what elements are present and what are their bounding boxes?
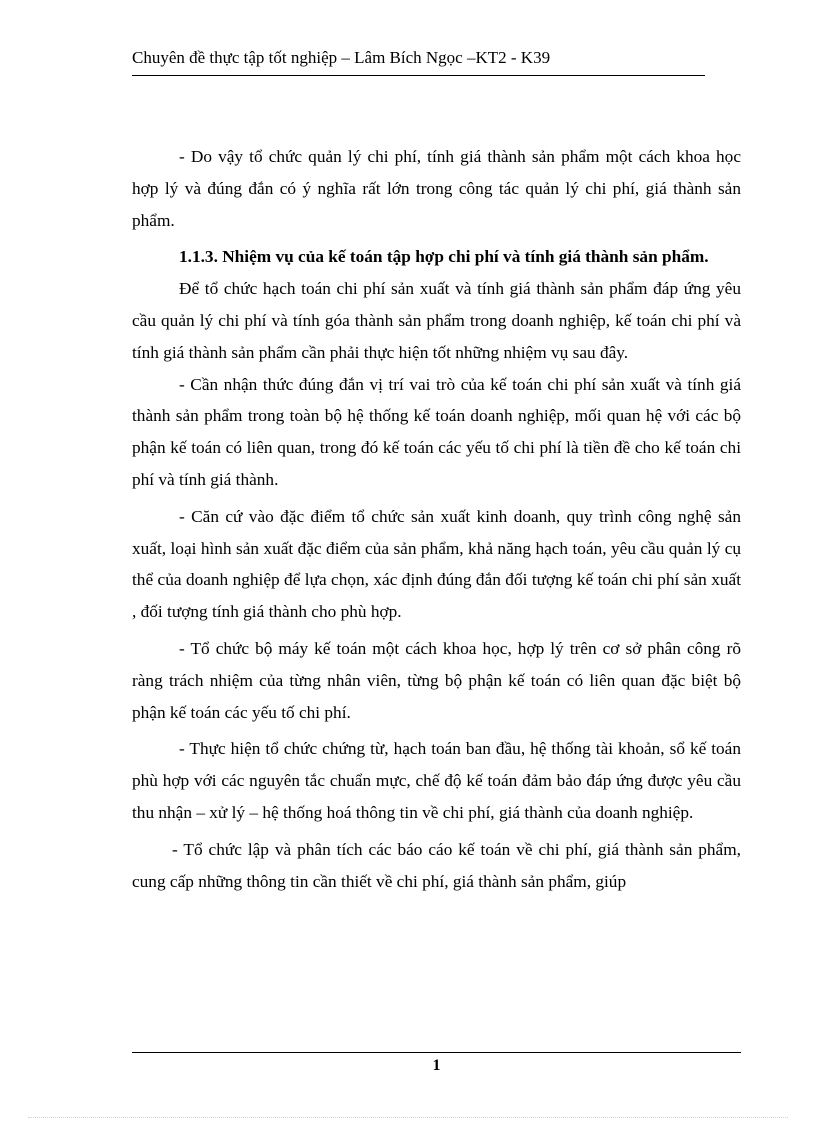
bullet-paragraph: - Cần nhận thức đúng đắn vị trí vai trò của kế toán chi phí sản xuất và tính giá thành sản phẩm trong toàn bộ hệ thống kế toán doanh nghiệp, mối quan hệ với các bộ phận kế toán có liên quan, trong đó kế toán các yếu tố chi phí là tiền đề cho kế toán chi phí và tính giá thành.	[132, 374, 741, 489]
paragraph-overview: Để tổ chức hạch toán chi phí sản xuất và tính giá thành sản phẩm đáp ứng yêu cầu quản lý chi phí và tính góa thành sản phẩm trong doanh nghiệp, kế toán chi phí và tính giá thành sản phẩm cần phải thực hiện tốt những nhiệm vụ sau đây.	[132, 279, 741, 362]
bullet-paragraph: - Tổ chức bộ máy kế toán một cách khoa học, hợp lý trên cơ sở phân công rõ ràng trách nhiệm của từng nhân viên, từng bộ phận kế toán có liên quan đặc biệt bộ phận kế toán các yếu tố chi phí.	[132, 638, 741, 722]
paragraph-intro: - Do vậy tổ chức quản lý chi phí, tính giá thành sản phẩm một cách khoa học hợp lý và đúng đắn có ý nghĩa rất lớn trong công tác quản lý chi phí, giá thành sản phẩm.	[132, 147, 741, 230]
page-edge-divider	[28, 1117, 788, 1118]
bullet-paragraph: - Tổ chức lập và phân tích các báo cáo kế toán về chi phí, giá thành sản phẩm, cung cấp những thông tin cần thiết về chi phí, giá thành sản phẩm, giúp	[132, 839, 741, 891]
page-header: Chuyên đề thực tập tốt nghiệp – Lâm Bích Ngọc –KT2 - K39	[132, 48, 705, 76]
page-footer	[132, 1052, 741, 1076]
document-body	[132, 141, 741, 897]
bullet-paragraph: - Thực hiện tổ chức chứng từ, hạch toán ban đầu, hệ thống tài khoản, sổ kế toán phù hợp với các nguyên tắc chuẩn mực, chế độ kế toán đảm bảo đáp ứng được yêu cầu thu nhận – xử lý – hệ thống hoá thông tin về chi phí, giá thành của doanh nghiệp.	[132, 739, 741, 822]
page-number: 1	[432, 1057, 441, 1074]
bullet-paragraph: - Căn cứ vào đặc điểm tổ chức sản xuất kinh doanh, quy trình công nghệ sản xuất, loại hình sản xuất đặc điểm của sản phẩm, khả năng hạch toán, yêu cầu quản lý cụ thể của doanh nghiệp để lựa chọn, xác định đúng đắn đối tượng kế toán chi phí sản xuất , đối tượng tính giá thành cho phù hợp.	[132, 506, 741, 622]
section-heading: 1.1.3. Nhiệm vụ của kế toán tập hợp chi phí và tính giá thành sản phẩm.	[179, 247, 709, 267]
